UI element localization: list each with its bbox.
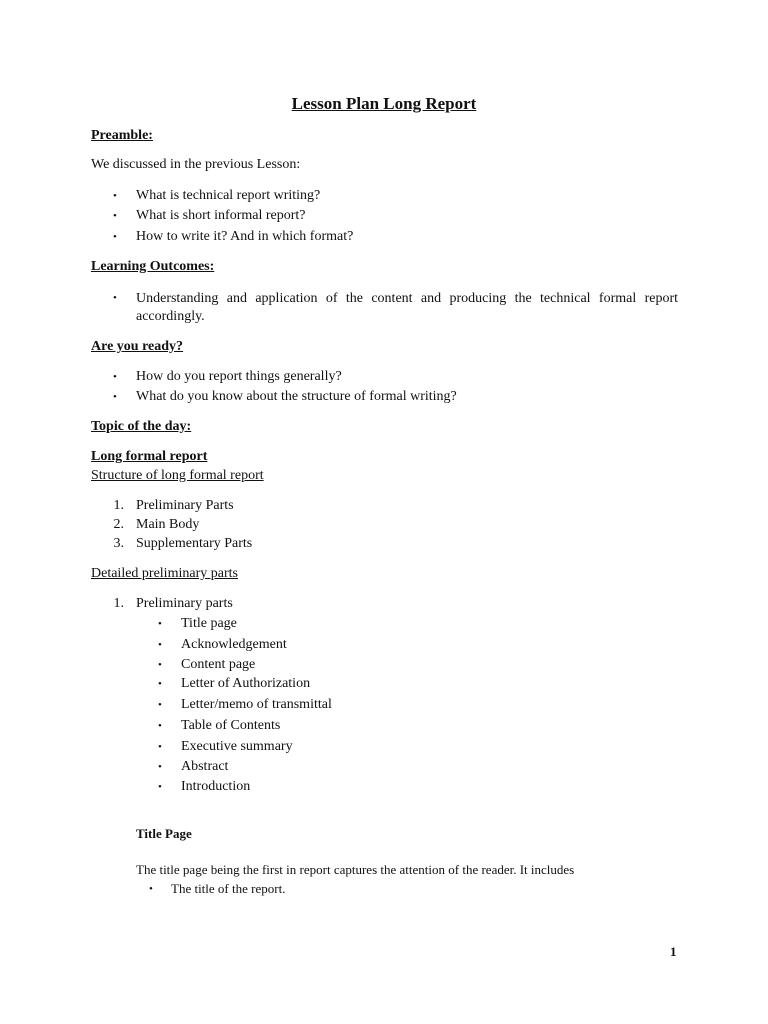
preamble-item-1: What is technical report writing? <box>136 188 321 203</box>
document-title: Lesson Plan Long Report <box>291 94 477 113</box>
bullet-icon: • <box>113 190 117 202</box>
bullet-icon: • <box>158 781 162 793</box>
preliminary-parts-item: Preliminary parts <box>136 596 233 611</box>
preamble-intro: We discussed in the previous Lesson: <box>91 157 301 172</box>
bullet-icon: • <box>149 883 153 895</box>
bullet-icon: • <box>158 699 162 711</box>
bullet-icon: • <box>158 678 162 690</box>
list-number: 1. <box>113 596 124 611</box>
subitem-table-of-contents: Table of Contents <box>181 718 281 733</box>
bullet-icon: • <box>113 231 117 243</box>
structure-item-2: Main Body <box>136 517 200 532</box>
preamble-item-2: What is short informal report? <box>136 208 306 223</box>
list-number: 3. <box>113 536 124 551</box>
bullet-icon: • <box>158 618 162 630</box>
title-page-text: The title page being the first in report captures the attention of the reader. It includes <box>136 862 575 877</box>
structure-item-1: Preliminary Parts <box>136 498 234 513</box>
bullet-icon: • <box>158 720 162 732</box>
title-page-item-1: The title of the report. <box>171 881 286 896</box>
title-page-heading: Title Page <box>136 826 192 841</box>
preamble-heading: Preamble: <box>91 128 153 143</box>
subitem-abstract: Abstract <box>181 759 229 774</box>
bullet-icon: • <box>113 391 117 403</box>
subitem-letter-of-authorization: Letter of Authorization <box>181 676 311 691</box>
subitem-letter-memo-of-transmittal: Letter/memo of transmittal <box>181 697 332 712</box>
list-number: 2. <box>113 517 124 532</box>
ready-item-2: What do you know about the structure of formal writing? <box>136 389 457 404</box>
bullet-icon: • <box>158 639 162 651</box>
structure-label: Structure of long formal report <box>91 468 264 483</box>
list-number: 1. <box>113 498 124 513</box>
bullet-icon: • <box>158 761 162 773</box>
preamble-item-3: How to write it? And in which format? <box>136 229 354 244</box>
bullet-icon: • <box>113 210 117 222</box>
detailed-label: Detailed preliminary parts <box>91 566 238 581</box>
page-number: 1 <box>670 944 677 959</box>
bullet-icon: • <box>158 659 162 671</box>
learning-outcomes-heading: Learning Outcomes: <box>91 259 215 274</box>
ready-item-1: How do you report things generally? <box>136 369 342 384</box>
bullet-icon: • <box>113 292 117 304</box>
topic-heading: Topic of the day: <box>91 419 192 434</box>
topic-subheading: Long formal report <box>91 449 208 464</box>
subitem-title-page: Title page <box>181 616 237 631</box>
subitem-executive-summary: Executive summary <box>181 739 293 754</box>
structure-item-3: Supplementary Parts <box>136 536 253 551</box>
subitem-introduction: Introduction <box>181 779 251 794</box>
bullet-icon: • <box>113 371 117 383</box>
learning-outcome-line-2: accordingly. <box>136 309 205 324</box>
learning-outcome-line-1: Understanding and application of the content and producing the technical formal report <box>136 291 678 306</box>
subitem-content-page: Content page <box>181 657 256 672</box>
bullet-icon: • <box>158 741 162 753</box>
subitem-acknowledgement: Acknowledgement <box>181 637 287 652</box>
are-you-ready-heading: Are you ready? <box>91 339 184 354</box>
